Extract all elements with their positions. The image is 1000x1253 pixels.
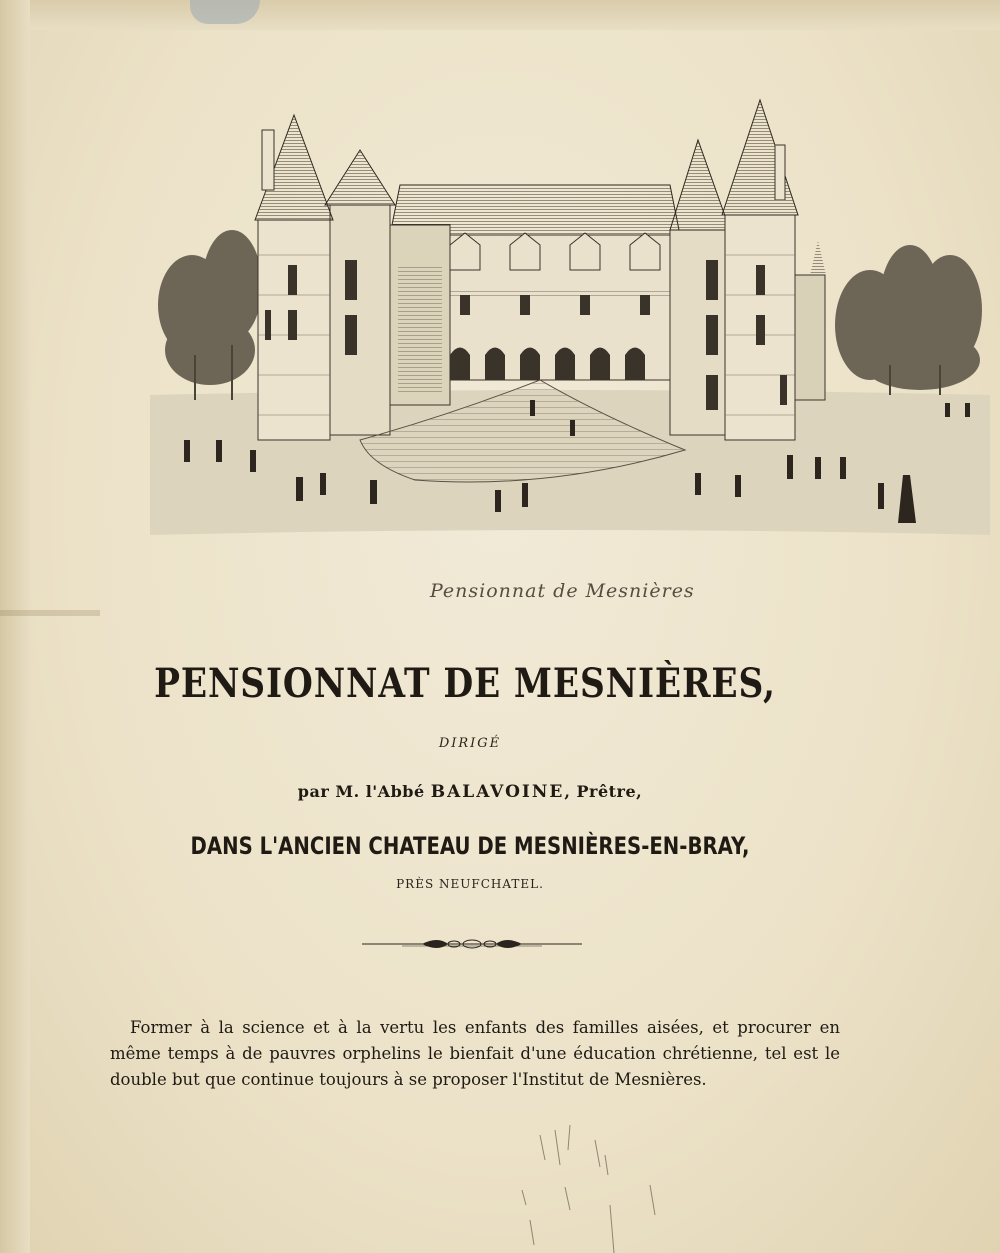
pencil-marks-icon <box>510 1105 670 1253</box>
director-prefix: par M. l'Abbé <box>297 782 431 801</box>
near-line: PRÈS NEUFCHATEL. <box>396 877 544 891</box>
paper-top-edge <box>0 0 1000 30</box>
engraving-caption: Pensionnat de Mesnières <box>430 580 695 602</box>
director-line <box>0 782 940 802</box>
page-title: PENSIONNAT DE MESNIÈRES, <box>154 660 776 707</box>
body-paragraph: Former à la science et à la vertu les enfants des familles aisées, et procurer en même temps à de pauvres orphelins le bienfait d'une éducation chrétienne, tel est le double but que continue toujours à se proposer l'Institut de Mesnières. <box>110 1017 840 1089</box>
chateau-engraving-icon <box>150 95 990 540</box>
ornamental-rule-icon <box>362 934 582 954</box>
director-name: BALAVOINE <box>430 782 565 802</box>
director-suffix: , Prêtre, <box>564 782 643 801</box>
location-line: DANS L'ANCIEN CHATEAU DE MESNIÈRES-EN-BRAY, <box>190 832 750 860</box>
paper-left-edge <box>0 0 30 1253</box>
dirige-label: DIRIGÉ <box>438 736 502 751</box>
